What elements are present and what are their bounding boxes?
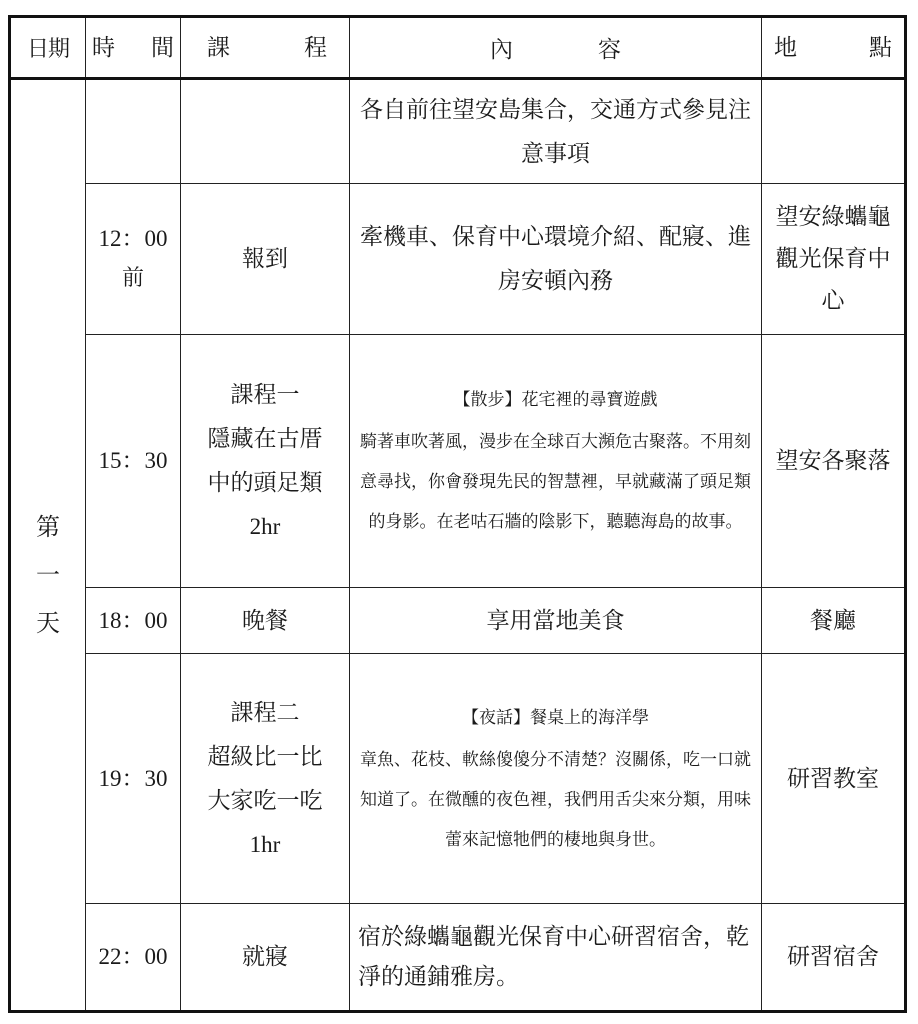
course-cell: 就寢 — [181, 904, 350, 1012]
header-time: 時 間 — [86, 17, 181, 79]
content-title: 【夜話】餐桌上的海洋學 — [462, 707, 649, 728]
header-content: 內 容 — [350, 17, 762, 79]
place-cell: 餐廳 — [762, 588, 906, 654]
header-row — [10, 17, 906, 79]
table-row — [10, 79, 906, 184]
content-cell — [350, 335, 762, 588]
time-cell: 18：00 — [86, 588, 181, 654]
content-cell: 享用當地美食 — [350, 588, 762, 654]
course-cell: 課程二 超級比一比 大家吃一吃 1hr — [181, 654, 350, 904]
table-row — [10, 588, 906, 654]
table-row — [10, 904, 906, 1012]
place-cell: 研習宿舍 — [762, 904, 906, 1012]
table-row — [10, 335, 906, 588]
content-cell: 各自前往望安島集合，交通方式參見注意事項 — [350, 79, 762, 184]
schedule-table — [8, 15, 907, 1013]
content-cell: 宿於綠蠵龜觀光保育中心研習宿舍，乾淨的通鋪雅房。 — [350, 904, 762, 1012]
header-place: 地 點 — [762, 17, 906, 79]
content-body: 騎著車吹著風，漫步在全球百大瀕危古聚落。不用刻意尋找，你會發現先民的智慧裡，早就藏滿了頭足類的身影。在老咕石牆的陰影下，聽聽海島的故事。 — [360, 432, 751, 532]
time-cell — [86, 79, 181, 184]
place-cell: 研習教室 — [762, 654, 906, 904]
table-row — [10, 184, 906, 335]
header-course: 課 程 — [181, 17, 350, 79]
table-row — [10, 654, 906, 904]
content-cell: 牽機車、保育中心環境介紹、配寢、進房安頓內務 — [350, 184, 762, 335]
header-date: 日期 — [10, 17, 86, 79]
time-cell: 15：30 — [86, 335, 181, 588]
course-cell: 報到 — [181, 184, 350, 335]
content-body: 章魚、花枝、軟絲傻傻分不清楚？沒關係，吃一口就知道了。在微醺的夜色裡，我們用舌尖來分類，用味蕾來記憶牠們的棲地與身世。 — [360, 749, 751, 850]
place-cell: 望安綠蠵龜觀光保育中心 — [762, 184, 906, 335]
time-cell: 19：30 — [86, 654, 181, 904]
time-cell: 12：00 前 — [86, 184, 181, 335]
time-cell: 22：00 — [86, 904, 181, 1012]
place-cell: 望安各聚落 — [762, 335, 906, 588]
course-cell: 課程一 隱藏在古厝 中的頭足類 2hr — [181, 335, 350, 588]
content-cell — [350, 654, 762, 904]
course-cell — [181, 79, 350, 184]
content-title: 【散步】花宅裡的尋寶遊戲 — [453, 390, 658, 410]
place-cell — [762, 79, 906, 184]
course-cell: 晚餐 — [181, 588, 350, 654]
day-label: 第 一 天 — [10, 79, 86, 1012]
